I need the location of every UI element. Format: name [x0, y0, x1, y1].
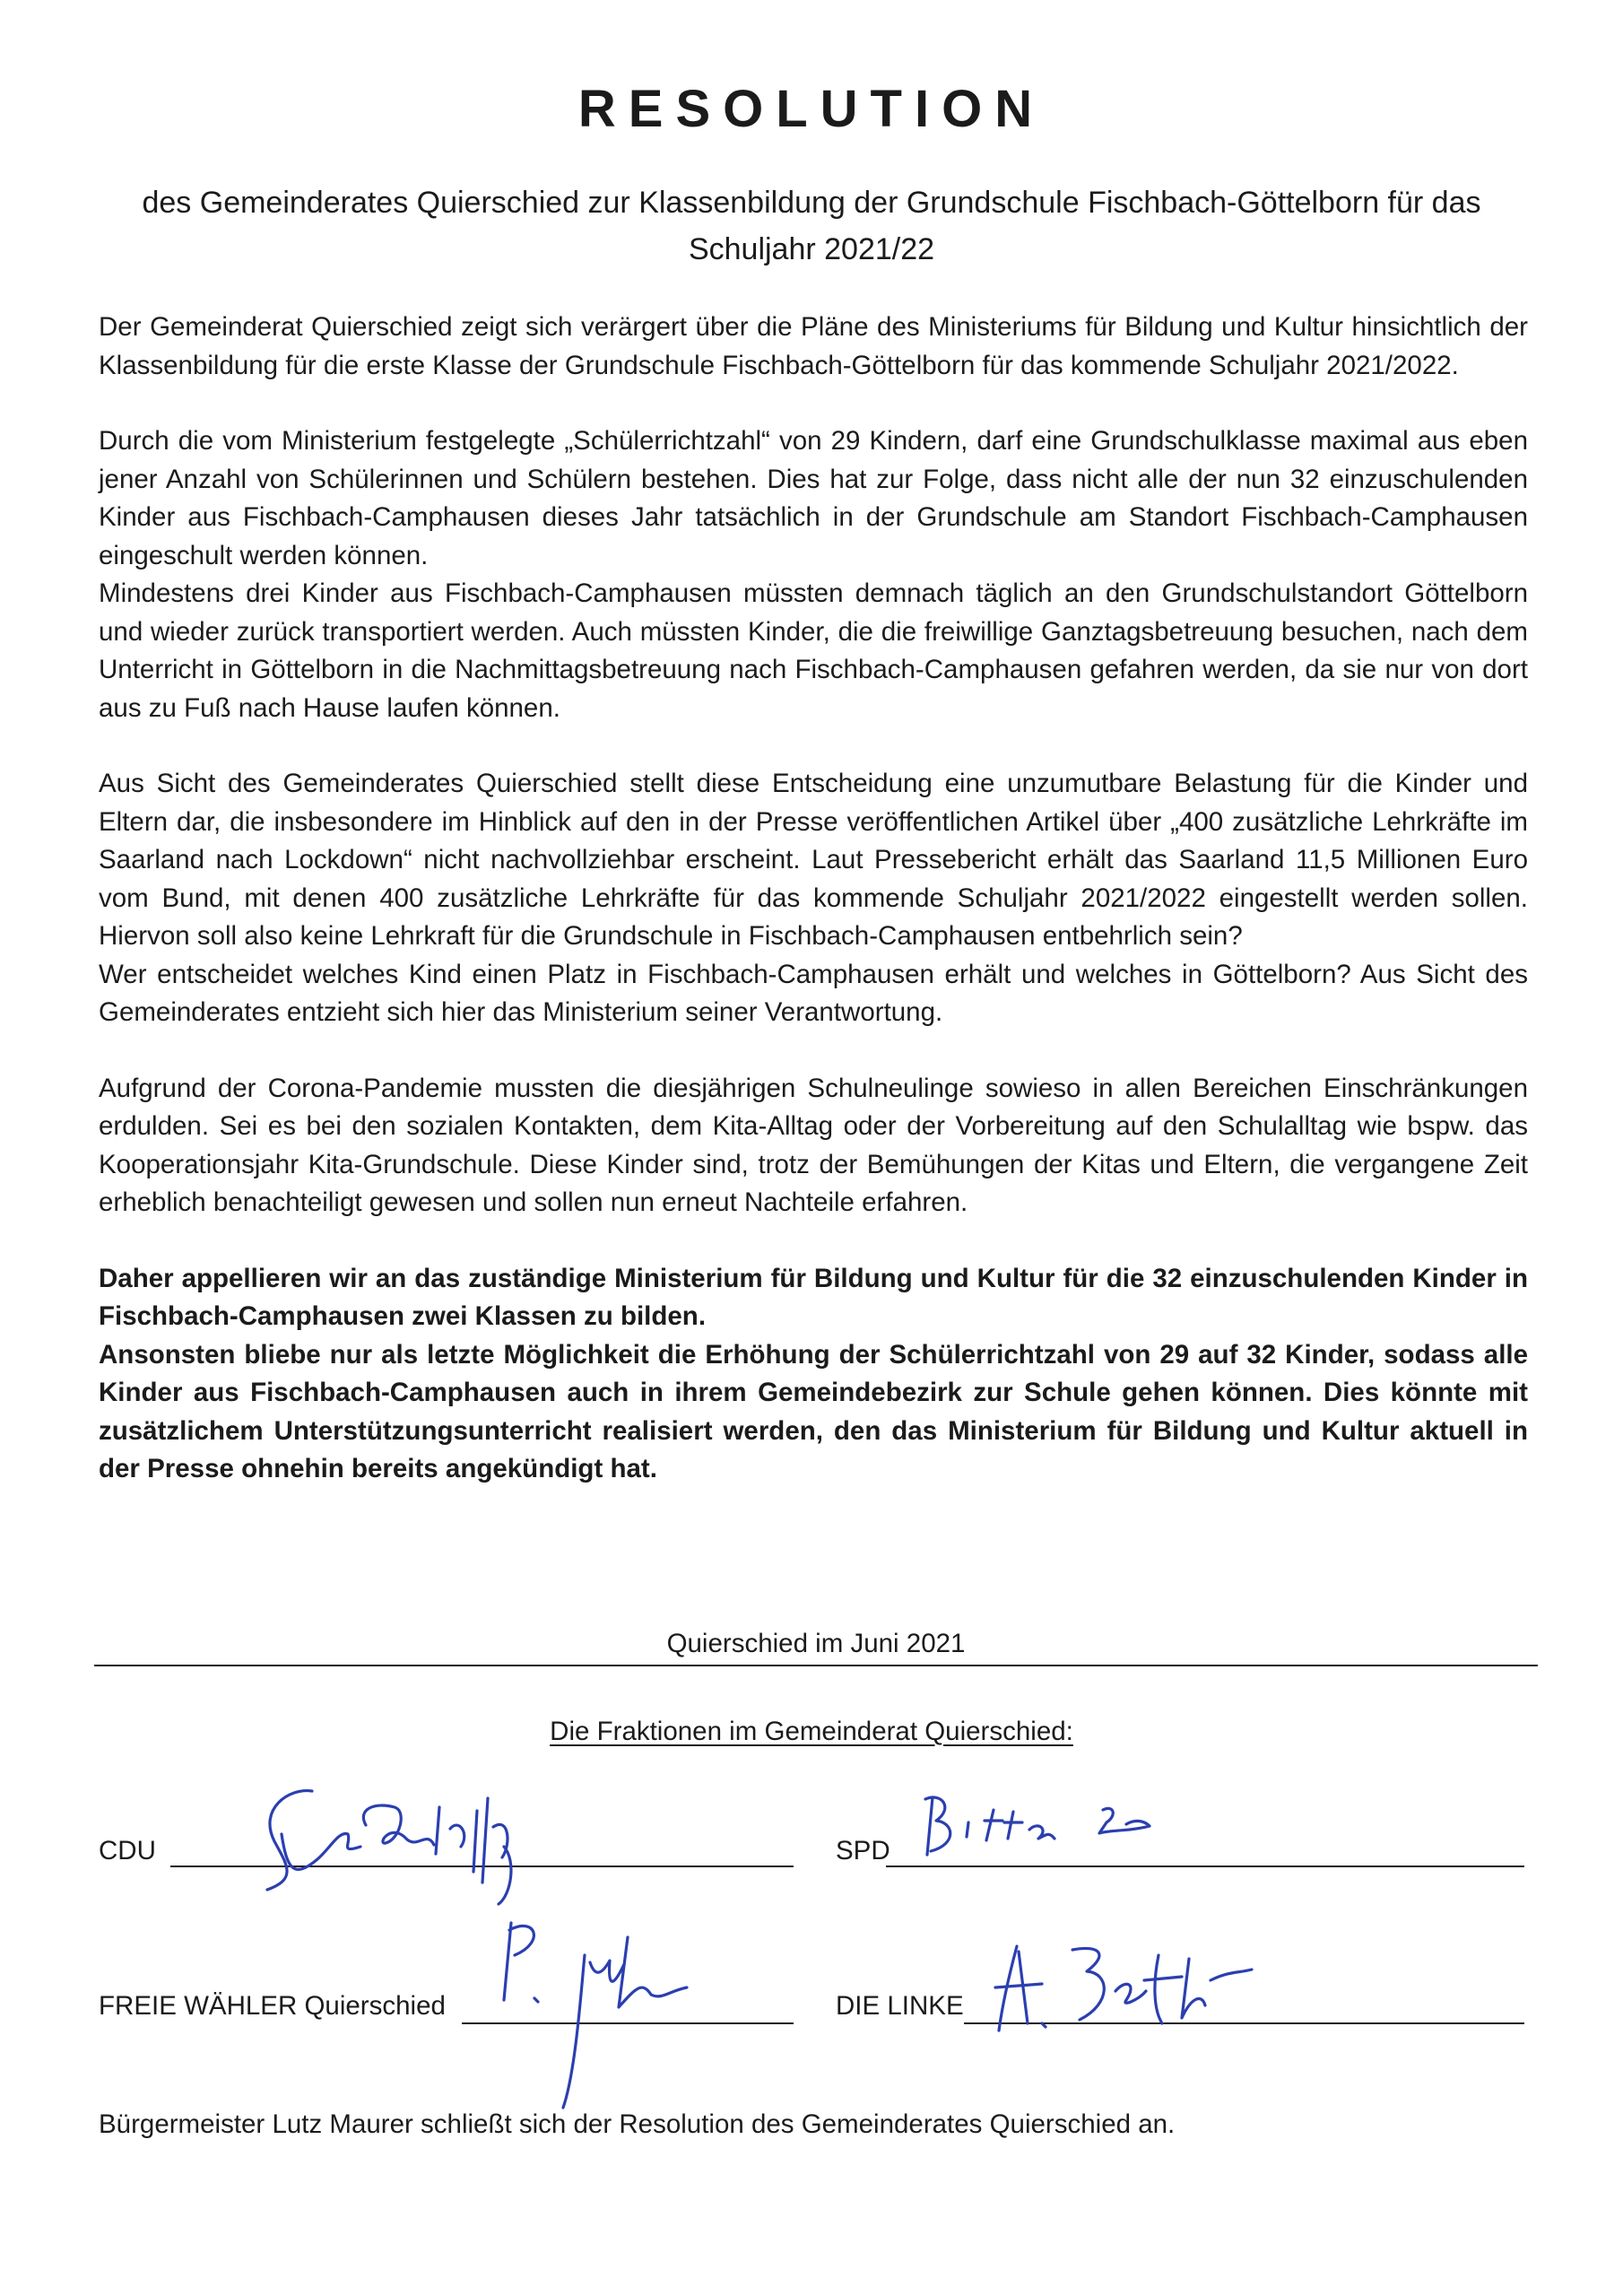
- paragraph-intro: Der Gemeinderat Quierschied zeigt sich verärgert über die Pläne des Ministeriums für Bildung und Kultur hinsichtlich der Klassenbildung für die erste Klasse der Grundschule Fischbach-Göttelborn für das kommende Schuljahr 2021/2022.: [99, 312, 1528, 380]
- paragraph-alternative: Ansonsten bliebe nur als letzte Möglichkeit die Erhöhung der Schülerrichtzahl von 29 auf 32 Kinder, sodass alle Kinder aus Fischbach-Camphausen auch in ihrem Gemeindebezirk zur Schule gehen können. Dies könnte mit zusätzlichem Unterstützungsunterricht realisiert werden, den das Ministerium für Bildung und Kultur aktuell in der Presse ohnehin bereits angekündigt hat.: [99, 1339, 1528, 1483]
- spd-signature: [915, 1785, 1237, 1866]
- place-date: Quierschied im Juni 2021: [94, 1629, 1538, 1666]
- paragraph-schuelerrichtzahl: Durch die vom Ministerium festgelegte „Schülerrichtzahl“ von 29 Kindern, darf eine Grundschulklasse maximal aus eben jener Anzahl von Schülerinnen und Schülern bestehen. Dies hat zur Folge, dass nicht alle der nun 32 einzuschulenden Kinder aus Fischbach-Camphausen dieses Jahr tatsächlich in der Grundschule am Standort Fischbach-Camphausen eingeschult werden können.: [99, 426, 1528, 570]
- paragraph-appell: Daher appellieren wir an das zuständige Ministerium für Bildung und Kultur für die 32 einzuschulenden Kinder in Fischbach-Camphausen zwei Klassen zu bilden.: [99, 1263, 1528, 1331]
- paragraph-belastung: Aus Sicht des Gemeinderates Quierschied stellt diese Entscheidung eine unzumutbare Belastung für die Kinder und Eltern dar, die insbesondere im Hinblick auf den in der Presse veröffentlichen Artikel über „400 zusätzliche Lehrkräfte im Saarland nach Lockdown“ nicht nachvollziehbar erscheint. Laut Pressebericht erhält das Saarland 11,5 Millionen Euro vom Bund, mit denen 400 zusätzliche Lehrkräfte für das kommende Schuljahr 2021/2022 eingestellt werden sollen. Hiervon soll also keine Lehrkraft für die Grundschule in Fischbach-Camphausen entbehrlich sein?: [99, 769, 1528, 951]
- cdu-signature: [242, 1771, 628, 1915]
- closing-statement: Bürgermeister Lutz Maurer schließt sich der Resolution des Gemeinderates Quierschied an.: [99, 2109, 1176, 2139]
- spd-signature-line: [886, 1866, 1524, 1867]
- resolution-body: [99, 309, 1528, 1489]
- freie-waehler-signature: [484, 1901, 762, 2117]
- cdu-label: CDU: [99, 1836, 156, 1866]
- die-linke-signature: [986, 1937, 1282, 2036]
- paragraph-corona: Aufgrund der Corona-Pandemie mussten die diesjährigen Schulneulinge sowieso in allen Bereichen Einschränkungen erdulden. Sei es bei den sozialen Kontakten, dem Kita-Alltag oder der Vorbereitung auf den Schulalltag wie bspw. das Kooperationsjahr Kita-Grundschule. Diese Kinder sind, trotz der Bemühungen der Kitas und Eltern, die vergangene Zeit erheblich benachteiligt gewesen und sollen nun erneut Nachteile erfahren.: [99, 1073, 1528, 1217]
- paragraph-verantwortung: Wer entscheidet welches Kind einen Platz in Fischbach-Camphausen erhält und welches in Göttelborn? Aus Sicht des Gemeinderates entzieht sich hier das Ministerium seiner Verantwortung.: [99, 959, 1528, 1027]
- document-subtitle: des Gemeinderates Quierschied zur Klassenbildung der Grundschule Fischbach-Göttelborn für das Schuljahr 2021/22: [142, 186, 1481, 266]
- document-title: RESOLUTION: [577, 80, 1046, 138]
- factions-heading-text: Die Fraktionen im Gemeinderat Quierschied:: [550, 1717, 1073, 1746]
- spd-label: SPD: [836, 1836, 890, 1866]
- paragraph-transport: Mindestens drei Kinder aus Fischbach-Camphausen müssten demnach täglich an den Grundschulstandort Göttelborn und wieder zurück transportiert werden. Auch müssten Kinder, die die freiwillige Ganztagsbetreuung besuchen, nach dem Unterricht in Göttelborn in die Nachmittagsbetreuung nach Fischbach-Camphausen gefahren werden, da sie nur von dort aus zu Fuß nach Hause laufen können.: [99, 578, 1528, 723]
- die-linke-label: DIE LINKE: [836, 1991, 964, 2021]
- freie-waehler-label: FREIE WÄHLER Quierschied: [99, 1991, 446, 2021]
- factions-heading: [0, 1717, 1623, 1747]
